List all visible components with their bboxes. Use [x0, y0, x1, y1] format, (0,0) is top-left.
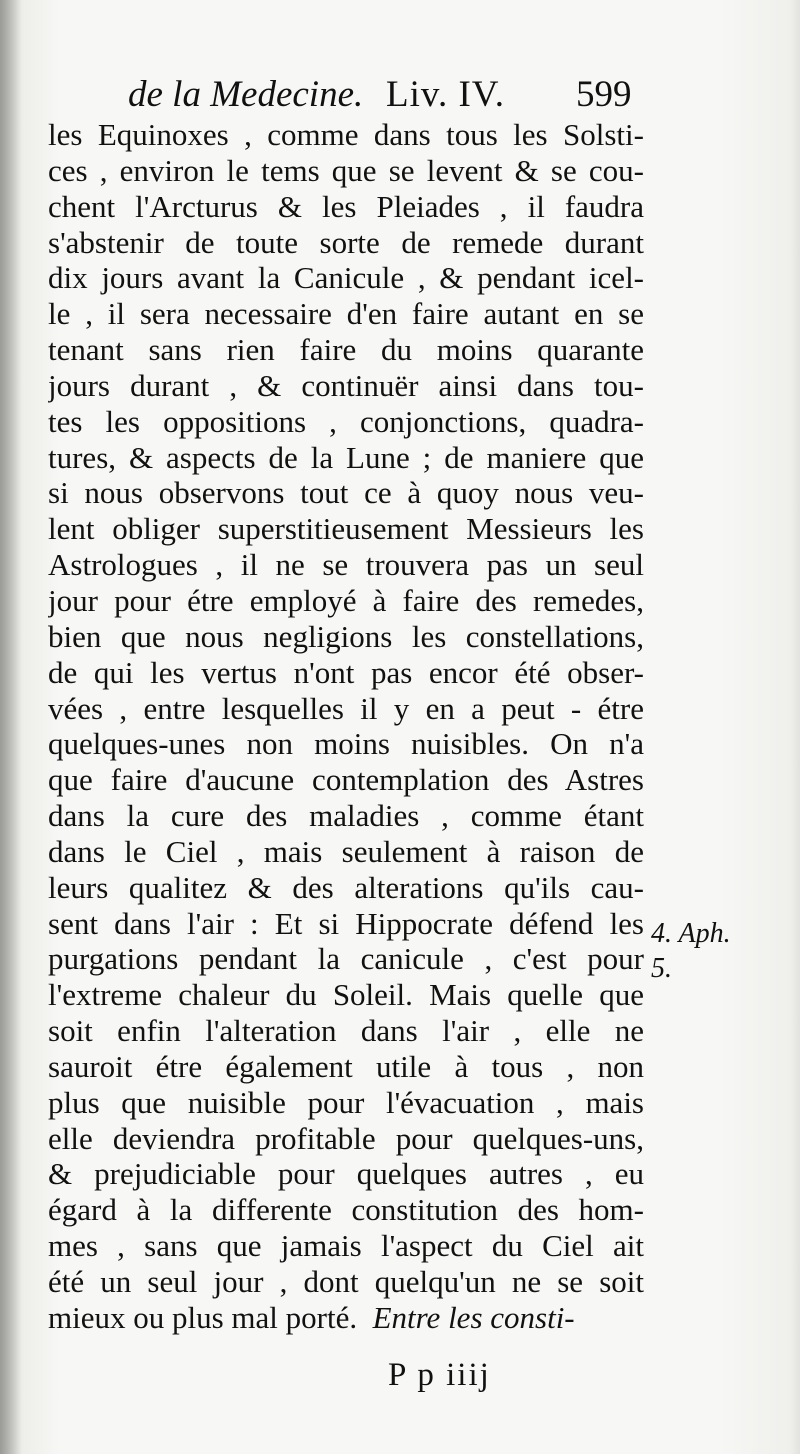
body-text: [48, 117, 644, 1336]
text-line: jour pour étre employé à faire des remedes,: [48, 582, 644, 618]
gutter-shadow: [0, 0, 22, 1454]
text-line: tenant sans rien faire du moins quarante: [48, 332, 644, 368]
text-line: tes les oppositions , conjonctions, quadra-: [48, 403, 644, 439]
text-line: ces , environ le tems que se levent & se cou-: [48, 152, 644, 188]
catchword: Entre les consti-: [372, 1299, 575, 1335]
text-line: le , il sera necessaire d'en faire autant en se: [48, 296, 644, 332]
book-reference: Liv. IV.: [386, 74, 505, 115]
page-header: [128, 70, 648, 120]
text-line: leurs qualitez & des alterations qu'ils cau-: [48, 869, 644, 905]
text-line: dix jours avant la Canicule , & pendant icel-: [48, 260, 644, 296]
text-line: Astrologues , il ne se trouvera pas un seul: [48, 547, 644, 583]
text-line-start: mieux ou plus mal porté.: [48, 1299, 358, 1335]
text-line: elle deviendra profitable pour quelques-uns,: [48, 1120, 644, 1156]
text-line: soit enfin l'alteration dans l'air , elle ne: [48, 1013, 644, 1049]
signature-mark: P p iiij: [388, 1357, 491, 1393]
text-line: les Equinoxes , comme dans tous les Solsti-: [48, 117, 644, 152]
margin-note-aphorism: 4. Aph.: [651, 918, 731, 949]
text-line: que faire d'aucune contemplation des Astres: [48, 762, 644, 798]
text-line: purgations pendant la canicule , c'est pour: [48, 941, 644, 977]
text-line: quelques-unes non moins nuisibles. On n'a: [48, 726, 644, 762]
text-line: lent obliger superstitieusement Messieurs les: [48, 511, 644, 547]
text-line: sent dans l'air : Et si Hippocrate défend les: [48, 905, 644, 941]
page-number: 599: [576, 74, 632, 115]
text-line-last: [48, 1300, 644, 1336]
text-line: si nous observons tout ce à quoy nous veu-: [48, 475, 644, 511]
text-line: sauroit étre également utile à tous , non: [48, 1048, 644, 1084]
text-line: & prejudiciable pour quelques autres , eu: [48, 1156, 644, 1192]
text-line: tures, & aspects de la Lune ; de maniere que: [48, 439, 644, 475]
text-line: de qui les vertus n'ont pas encor été obser-: [48, 654, 644, 690]
text-line: l'extreme chaleur du Soleil. Mais quelle que: [48, 977, 644, 1013]
text-line: égard à la differente constitution des hom-: [48, 1192, 644, 1228]
text-line: jours durant , & continuër ainsi dans tou-: [48, 367, 644, 403]
margin-note-number: 5.: [651, 953, 672, 984]
text-line: mes , sans que jamais l'aspect du Ciel ait: [48, 1228, 644, 1264]
text-line: s'abstenir de toute sorte de remede durant: [48, 224, 644, 260]
text-line: dans la cure des maladies , comme étant: [48, 798, 644, 834]
text-line: été un seul jour , dont quelqu'un ne se soit: [48, 1264, 644, 1299]
text-line: bien que nous negligions les constellations,: [48, 618, 644, 654]
text-line: plus que nuisible pour l'évacuation , mais: [48, 1084, 644, 1120]
text-line: vées , entre lesquelles il y en a peut - étre: [48, 690, 644, 726]
text-line: chent l'Arcturus & les Pleiades , il faudra: [48, 188, 644, 224]
running-title: de la Medecine.: [128, 74, 364, 115]
text-line: dans le Ciel , mais seulement à raison de: [48, 833, 644, 869]
